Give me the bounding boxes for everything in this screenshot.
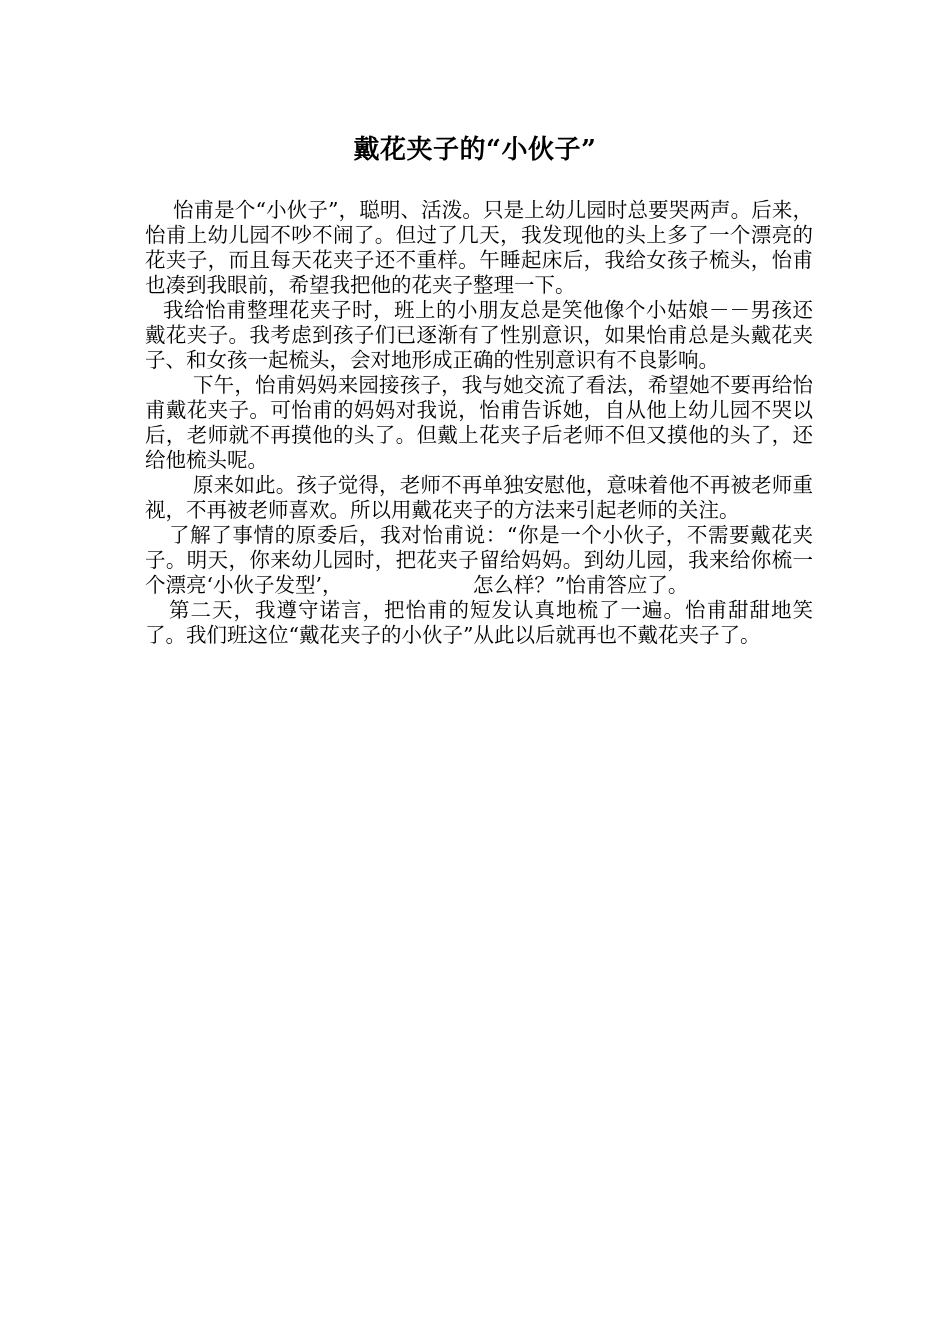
document-body (145, 198, 813, 648)
paragraph-2: 我给怡甫整理花夹子时，班上的小朋友总是笑他像个小姑娘－－男孩还戴花夹子。我考虑到孩子们已逐渐有了性别意识，如果怡甫总是头戴花夹子、和女孩一起梳头，会对地形成正确的性别意识有不良影响。 (145, 298, 813, 372)
document-title: 戴花夹子的“小伙子” (353, 135, 597, 165)
paragraph-6: 第二天，我遵守诺言，把怡甫的短发认真地梳了一遍。怡甫甜甜地笑了。我们班这位“戴花夹子的小伙子”从此以后就再也不戴花夹子了。 (145, 598, 813, 647)
paragraph-3: 下午，怡甫妈妈来园接孩子，我与她交流了看法，希望她不要再给怡甫戴花夹子。可怡甫的妈妈对我说，怡甫告诉她，自从他上幼儿园不哭以后，老师就不再摸他的头了。但戴上花夹子后老师不但又摸他的头了，还给他梳头呢。 (145, 373, 813, 472)
paragraph-4: 原来如此。孩子觉得，老师不再单独安慰他，意味着他不再被老师重视，不再被老师喜欢。所以用戴花夹子的方法来引起老师的关注。 (145, 473, 813, 522)
paragraph-1: 怡甫是个“小伙子”，聪明、活泼。只是上幼儿园时总要哭两声。后来，怡甫上幼儿园不吵不闹了。但过了几天，我发现他的头上多了一个漂亮的花夹子，而且每天花夹子还不重样。午睡起床后，我给女孩子梳头，怡甫也凑到我眼前，希望我把他的花夹子整理一下。 (145, 198, 813, 297)
paragraph-5: 了解了事情的原委后，我对怡甫说：“你是一个小伙子，不需要戴花夹子。明天，你来幼儿园时，把花夹子留给妈妈。到幼儿园，我来给你梳一个漂亮‘小伙子发型’， 怎么样？”怡甫答应了。 (145, 523, 813, 597)
